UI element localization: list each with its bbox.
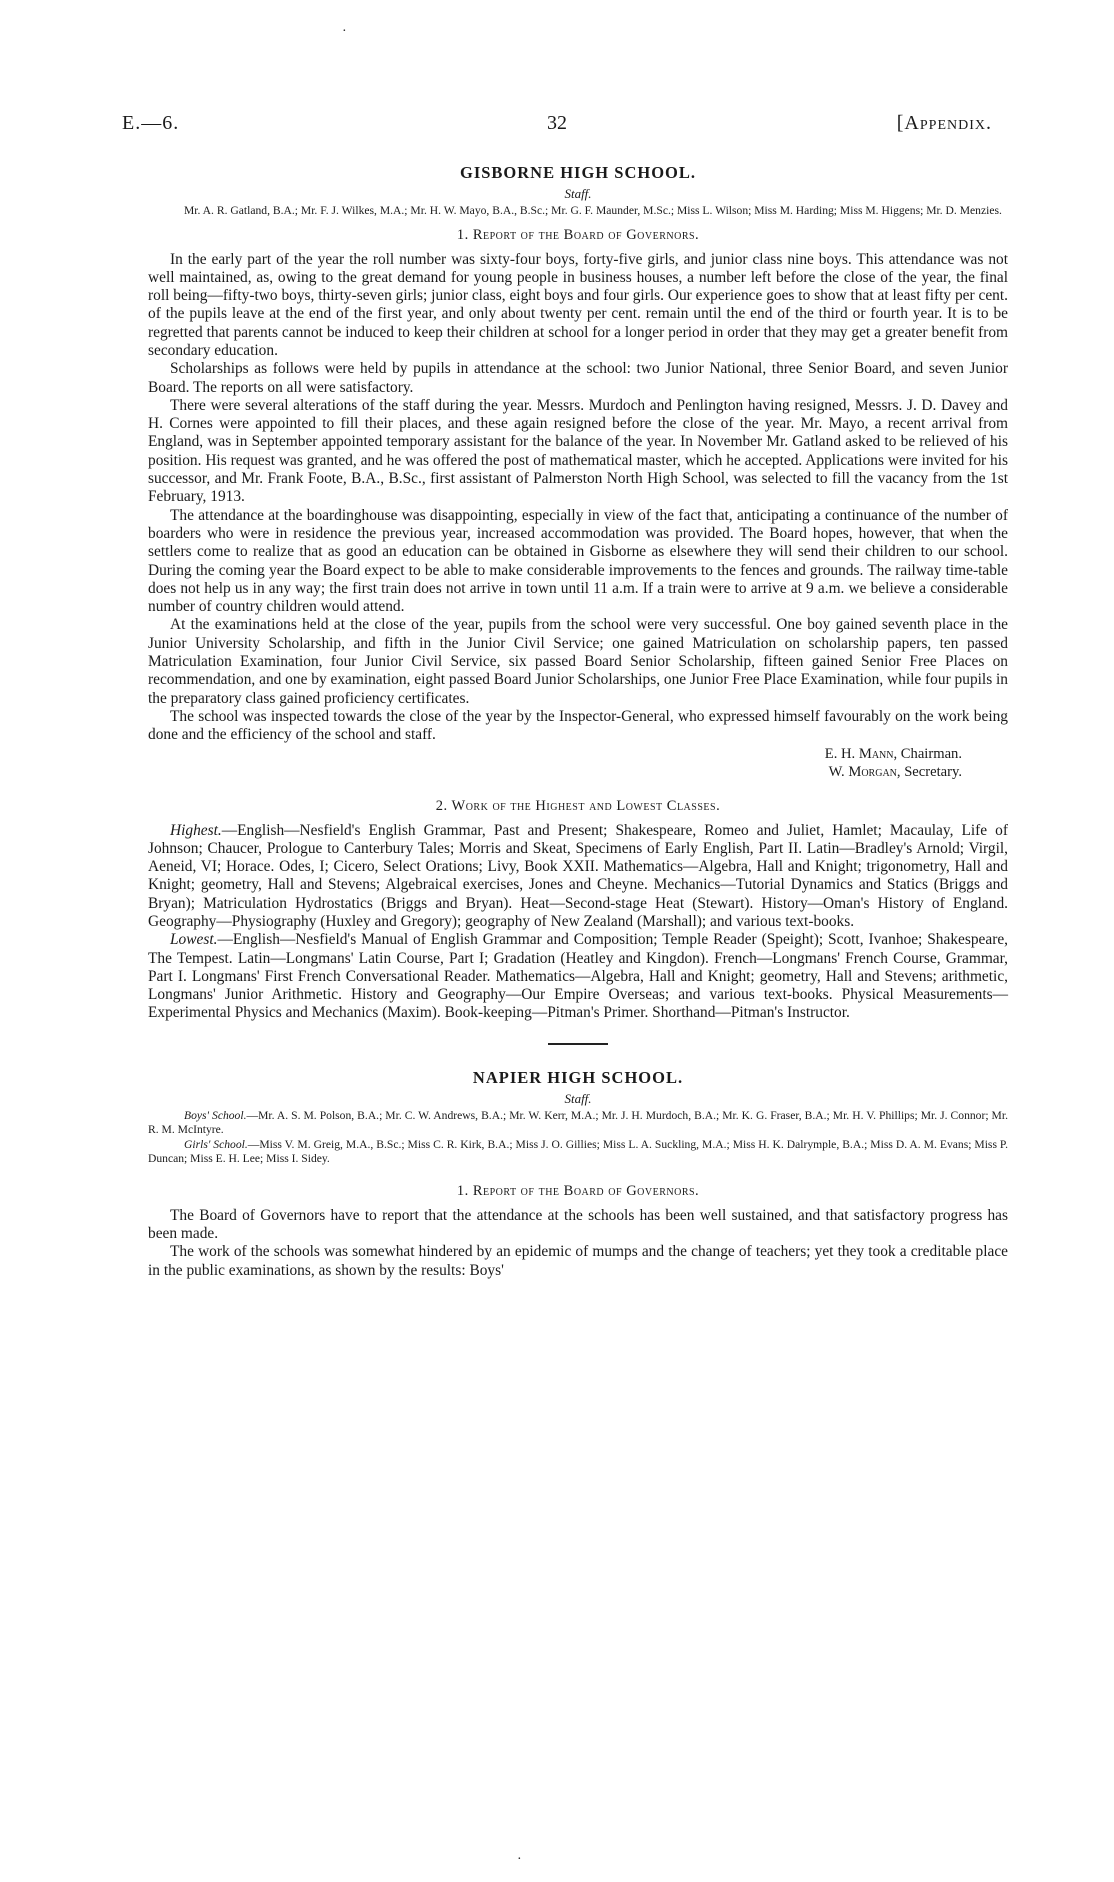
napier-report-paragraph: The Board of Governors have to report that the attendance at the schools has been well sustained, and that satisfactory progress has been made. <box>148 1206 1008 1243</box>
speck-mark: · <box>342 24 347 39</box>
highest-class-paragraph <box>148 822 1008 932</box>
gisborne-report-paragraph: The attendance at the boardinghouse was disappointing, especially in view of the fact that, anticipating a continuance of the number of boarders who were in residence the previous year, increased accommodation was provided. The Board hopes, however, that when the settlers come to realize that as good an education can be obtained in Gisborne as elsewhere they will send their children to our school. During the coming year the Board expect to be able to make considerable improvements to the fences and grounds. The railway time-table does not help us in any way; the first train does not arrive in town until 11 a.m. If a train were to arrive at 9 a.m. we believe a considerable number of country children would attend. <box>148 506 1008 616</box>
napier-title: NAPIER HIGH SCHOOL. <box>472 1067 684 1087</box>
napier-boys-staff <box>148 1109 1008 1138</box>
secretary-name: W. Morgan <box>828 764 897 781</box>
boys-staff-list: —Mr. A. S. M. Polson, B.A.; Mr. C. W. Andrews, B.A.; Mr. W. Kerr, M.A.; Mr. J. H. Murdoch, B.A.; Mr. K. G. Fraser, B.A.; Mr. H. V. Phillips; Mr. J. Connor; Mr. R. M. McIntyre. <box>148 1108 1008 1137</box>
gisborne-report-paragraph: Scholarships as follows were held by pupils in attendance at the school: two Junior National, three Senior Board, and seven Junior Board. The reports on all were satisfactory. <box>148 360 1008 396</box>
section-divider <box>548 1043 608 1045</box>
boys-school-label: Boys' School. <box>184 1108 247 1122</box>
signature-chairman <box>148 745 1008 764</box>
signature-secretary <box>148 763 1008 782</box>
chairman-role: , Chairman. <box>893 745 962 762</box>
gisborne-work-heading: 2. Work of the Highest and Lowest Classes. <box>435 797 721 814</box>
speck-mark: · <box>517 1852 522 1867</box>
napier-girls-staff <box>148 1138 1008 1167</box>
page-content <box>148 162 1008 1280</box>
running-header <box>122 112 992 142</box>
highest-text: —English—Nesfield's English Grammar, Past and Present; Shakespeare, Romeo and Juliet, Hamlet; Macaulay, Life of Johnson; Chaucer, Prologue to Canterbury Tales; Morris and Skeat, Specimens of Early English, Part II. Latin—Bradley's Arnold; Virgil, Aeneid, VI; Horace. Odes, I; Cicero, Select Orations; Livy, Book XXII. Mathematics—Algebra, Hall and Knight; trigonometry, Hall and Knight; geometry, Hall and Stevens; Algebraical exercises, Jones and Cheyne. Mechanics—Tutorial Dynamics and Statics (Briggs and Bryan); Matriculation Hydrostatics (Briggs and Bryan). Heat—Second-stage Heat (Stewart). History—Oman's History of England. Geography—Physiography (Huxley and Gregory); geography of New Zealand (Marshall); and various text-books. <box>148 821 1008 930</box>
page-number: 32 <box>547 112 567 134</box>
napier-report-paragraph: The work of the schools was somewhat hindered by an epidemic of mumps and the change of teachers; yet they took a creditable place in the public examinations, as shown by the results: Boys' <box>148 1243 1008 1279</box>
napier-staff-heading: Staff. <box>564 1090 592 1106</box>
lowest-label: Lowest. <box>170 931 218 949</box>
gisborne-report-paragraph: At the examinations held at the close of the year, pupils from the school were very successful. One boy gained seventh place in the Junior University Scholarship, and fifth in the Junior Civil Service; one gained Matriculation on scholarship papers, ten passed Matriculation Examination, four Junior Civil Service, six passed Board Senior Scholarship, fifteen gained Senior Free Places on recommendation, and one by examination, eight passed Board Junior Scholarships, one Junior Free Place Examination, while four pupils in the preparatory class gained proficiency certificates. <box>148 616 1008 707</box>
gisborne-staff-heading: Staff. <box>564 186 592 201</box>
girls-staff-list: —Miss V. M. Greig, M.A., B.Sc.; Miss C. R. Kirk, B.A.; Miss J. O. Gillies; Miss L. A. Suckling, M.A.; Miss H. K. Dalrymple, B.A.; Miss D. A. M. Evans; Miss P. Duncan; Miss E. H. Lee; Miss I. Sidey. <box>148 1137 1008 1166</box>
chairman-name: E. H. Mann <box>824 745 894 762</box>
gisborne-report-heading: 1. Report of the Board of Governors. <box>456 226 700 243</box>
gisborne-staff-list: Mr. A. R. Gatland, B.A.; Mr. F. J. Wilkes, M.A.; Mr. H. W. Mayo, B.A., B.Sc.; Mr. G. F. Maunder, M.Sc.; Miss L. Wilson; Miss M. Harding; Miss M. Higgens; Mr. D. Menzies. <box>184 204 1002 217</box>
lowest-text: —English—Nesfield's Manual of English Grammar and Composition; Temple Reader (Speight); Scott, Ivanhoe; Shakespeare, The Tempest. Latin—Longmans' Latin Course, Part I; Gradation (Heatley and Kingdon). French—Longmans' French Course, Grammar, Part I. Longmans' First French Conversational Reader. Mathematics—Algebra, Hall and Knight; geometry, Hall and Stevens; arithmetic, Longmans' Junior Arithmetic. History and Geography—Our Empire Overseas; and various text-books. Physical Measurements—Experimental Physics and Mechanics (Maxim). Book-keeping—Pitman's Primer. Shorthand—Pitman's Instructor. <box>148 931 1008 1022</box>
highest-label: Highest. <box>170 821 222 839</box>
gisborne-report-paragraph: The school was inspected towards the close of the year by the Inspector-General, who expressed himself favourably on the work being done and the efficiency of the school and staff. <box>148 707 1008 744</box>
secretary-role: , Secretary. <box>896 764 962 781</box>
gisborne-report-paragraph: There were several alterations of the staff during the year. Messrs. Murdoch and Penlington having resigned, Messrs. J. D. Davey and H. Cornes were appointed to fill their places, and these again resigned before the close of the year. Mr. Mayo, a recent arrival from England, was in September appointed temporary assistant for the balance of the year. In November Mr. Gatland asked to be relieved of his position. His request was granted, and he was offered the post of mathematical master, which he accepted. Applications were invited for his successor, and Mr. Frank Foote, B.A., B.Sc., first assistant of Palmerston North High School, was selected to fill the vacancy from the 1st February, 1913. <box>148 396 1008 506</box>
napier-report-heading: 1. Report of the Board of Governors. <box>456 1182 700 1199</box>
gisborne-title: GISBORNE HIGH SCHOOL. <box>459 163 696 182</box>
girls-school-label: Girls' School. <box>184 1137 248 1151</box>
header-left: E.—6. <box>122 112 180 134</box>
gisborne-report-paragraph: In the early part of the year the roll number was sixty-four boys, forty-five girls, and junior class nine boys. This attendance was not well maintained, as, owing to the great demand for young people in business houses, a number left before the close of the year, the final roll being—fifty-two boys, thirty-seven girls; junior class, eight boys and four girls. Our experience goes to show that at least fifty per cent. of the pupils leave at the end of the first year, and only about twenty per cent. remain until the end of the third or fourth year. It is to be regretted that parents cannot be induced to keep their children at school for a longer period in order that they may get a greater benefit from secondary education. <box>148 250 1008 359</box>
lowest-class-paragraph <box>148 931 1008 1022</box>
header-right: [Appendix. <box>896 112 992 134</box>
